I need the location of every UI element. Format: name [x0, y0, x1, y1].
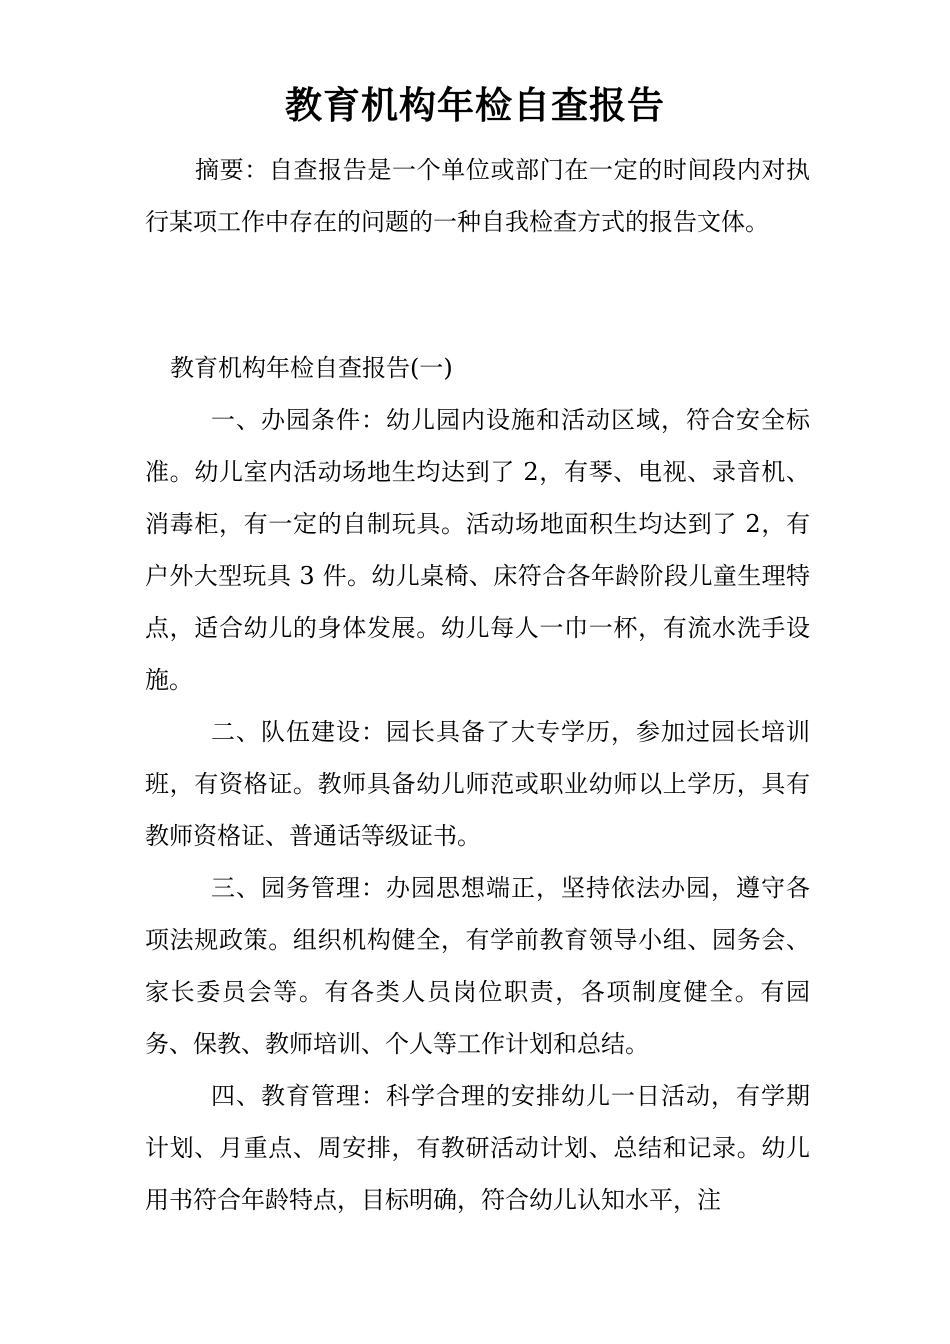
document-title: 教育机构年检自查报告	[285, 84, 665, 127]
section-facilities: 一、办园条件：幼儿园内设施和活动区域，符合安全标准。幼儿室内活动场地生均达到了 2，有琴、电视、录音机、消毒柜，有一定的自制玩具。活动场地面积生均达到了 2，有户外大型玩具 3 件。幼儿桌椅、床符合各年龄阶段儿童生理特点，适合幼儿的身体发展。幼儿每人一巾一杯，有流水洗手设施。	[145, 406, 810, 694]
report-sections	[145, 394, 810, 1226]
section-staffing: 二、队伍建设：园长具备了大专学历，参加过园长培训班，有资格证。教师具备幼儿师范或职业幼师以上学历，具有教师资格证、普通话等级证书。	[145, 718, 810, 850]
report-subheading: 教育机构年检自查报告(一)	[170, 354, 453, 382]
section-management: 三、园务管理：办园思想端正，坚持依法办园，遵守各项法规政策。组织机构健全，有学前教育领导小组、园务会、家长委员会等。有各类人员岗位职责，各项制度健全。有园务、保教、教师培训、个人等工作计划和总结。	[145, 874, 810, 1058]
abstract-paragraph: 摘要：自查报告是一个单位或部门在一定的时间段内对执行某项工作中存在的问题的一种自我检查方式的报告文体。	[145, 156, 810, 236]
section-education: 四、教育管理：科学合理的安排幼儿一日活动，有学期计划、月重点、周安排，有教研活动计划、总结和记录。幼儿用书符合年龄特点，目标明确，符合幼儿认知水平，注	[145, 1082, 810, 1214]
